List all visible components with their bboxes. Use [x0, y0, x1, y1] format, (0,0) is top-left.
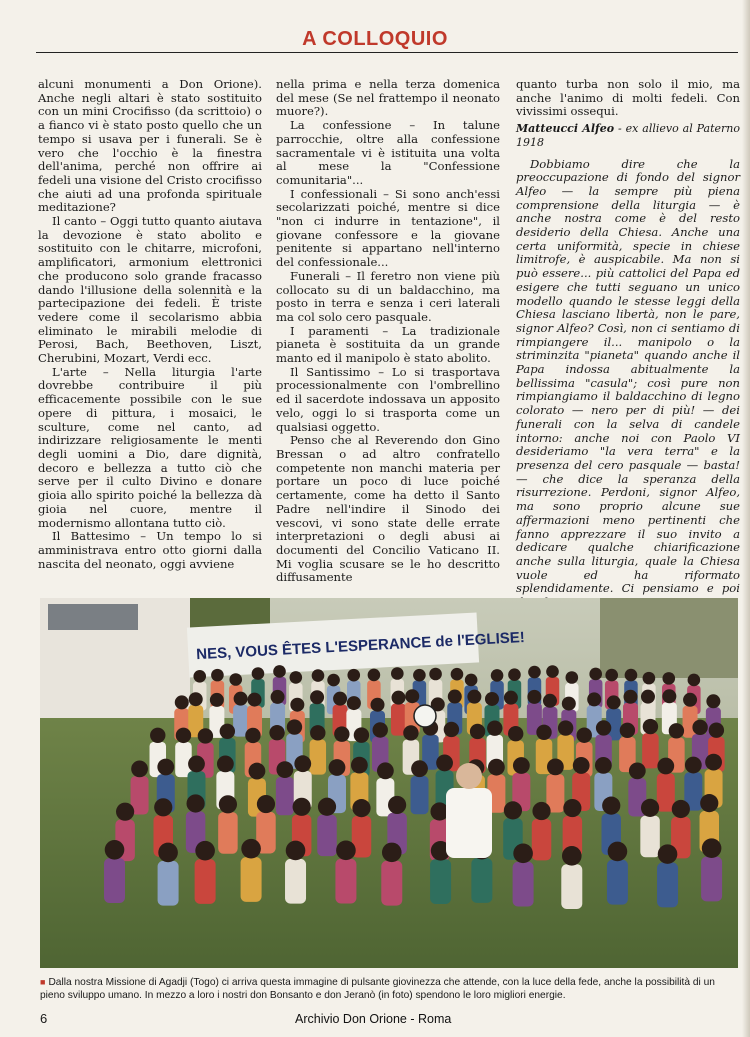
child-figure-head — [536, 725, 551, 740]
child-figure-head — [175, 695, 189, 709]
child-figure-head — [336, 841, 356, 861]
child-figure-body — [513, 862, 534, 907]
child-figure-body — [642, 733, 659, 768]
paragraph: Il canto – Oggi tutto quanto aiutava la devozione è stato abolito e sostituito con le chitarre, microfoni, amplificatori, armonium elettronici che producono solo grande fracasso dando l'illusione della solennità e la partecipazione dei fedeli. È triste vedere come il secolarismo abbia eliminato le mirabili melodie di Perosi, Bach, Beethoven, Liszt, Cherubini, Mozart, Verdi ecc. — [38, 214, 262, 366]
child-figure-head — [662, 689, 676, 703]
child-figure-head — [234, 692, 248, 706]
child-figure-head — [312, 669, 325, 682]
child-figure-head — [217, 755, 234, 772]
child-figure-head — [411, 760, 428, 777]
child-figure-body — [158, 861, 179, 906]
child-figure-head — [467, 690, 481, 704]
child-figure-head — [683, 693, 697, 707]
child-figure-head — [249, 763, 266, 780]
child-figure-head — [513, 844, 533, 864]
child-figure-head — [595, 757, 612, 774]
mission-photo — [40, 598, 738, 968]
child-figure-head — [669, 723, 684, 738]
banner-text: NES, VOUS ÊTES L'ESPERANCE de l'EGLISE! — [195, 628, 526, 664]
paragraph: nella prima e nella terza domenica del mese (Se nel frattempo il neonato muore?). — [276, 77, 500, 119]
child-figure-head — [294, 755, 311, 772]
child-figure-body — [241, 857, 262, 902]
child-figure-head — [562, 697, 576, 711]
child-figure-head — [429, 668, 442, 681]
child-figure-head — [290, 671, 303, 684]
child-figure-head — [562, 846, 582, 866]
caption-text: Dalla nostra Missione di Agadji (Togo) ci arriva questa immagine di pulsante giovinezza che attende, con la luce della fede, anche la possibilità di un pieno sviluppo umano. In mezzo a loro i nostri don Bonsanto e don Jeranò (in foto) spendono le loro migliori energie. — [40, 977, 715, 1001]
child-figure-head — [448, 690, 462, 704]
child-figure-head — [513, 757, 530, 774]
child-figure-head — [657, 758, 674, 775]
child-figure-body — [607, 860, 628, 905]
child-figure-head — [229, 673, 242, 686]
child-figure-head — [700, 794, 718, 812]
child-figure-head — [241, 839, 261, 859]
header-rule — [36, 52, 738, 53]
child-figure-head — [528, 666, 541, 679]
child-figure-head — [210, 693, 224, 707]
child-figure-body — [640, 816, 660, 858]
child-figure-head — [188, 756, 205, 773]
child-figure-head — [334, 726, 349, 741]
column-1 — [38, 78, 262, 571]
column-3 — [516, 78, 740, 610]
child-figure-head — [608, 842, 628, 862]
child-figure-head — [252, 667, 265, 680]
child-figure-head — [186, 794, 204, 812]
child-figure-head — [573, 757, 590, 774]
child-figure-head — [391, 667, 404, 680]
child-figure-head — [220, 724, 235, 739]
child-figure-head — [157, 759, 174, 776]
child-figure-head — [287, 719, 302, 734]
child-figure-head — [189, 692, 203, 706]
child-figure-head — [566, 671, 579, 684]
child-figure-head — [257, 795, 275, 813]
child-figure-head — [391, 691, 405, 705]
paragraph: Penso che al Reverendo don Gino Bressan o ad altro confratello competente non manchi materia per portare un poco di luce poiché certamente, come ha detto il Santo Padre nell'indire il Sinodo dei vescovi, vi sono state delle errate interpretazioni o degli abusi ai documenti del Concilio Vaticano II. Mi voglia scusare se le ho descritto diffusamente — [276, 433, 500, 585]
paragraph: L'arte – Nella liturgia l'arte dovrebbe contribuire il più efficacemente possibile con le sue opere di pittura, i mosaici, le sculture, come nel canto, ad indirizzare religiosamente le menti degli uomini a Dio, dare dignità, decoro e bellezza a tutto ciò che serve per il culto Divino e donare gioia allo spirito poiché la bellezza dà gioia nel cuore, mentre il modernismo allontana tutto ciò. — [38, 364, 262, 530]
child-figure-body — [561, 864, 582, 909]
child-figure-body — [233, 705, 248, 737]
page-number: 6 — [40, 1011, 48, 1026]
soccer-ball — [414, 705, 436, 727]
child-figure-body — [218, 812, 238, 854]
child-figure-head — [607, 695, 621, 709]
priest-figure-head — [456, 763, 482, 789]
child-figure-head — [430, 802, 448, 820]
child-figure-body — [532, 819, 552, 861]
child-figure-head — [470, 724, 485, 739]
child-figure-head — [602, 797, 620, 815]
child-figure-head — [577, 728, 592, 743]
child-figure-head — [333, 692, 347, 706]
child-figure-head — [685, 757, 702, 774]
child-figure-head — [413, 669, 426, 682]
child-figure-head — [290, 698, 304, 712]
child-figure-head — [702, 838, 722, 858]
paragraph: Il Battesimo – Un tempo lo si amministrava entro otto giorni dalla nascita del neonato, oggi avviene — [38, 529, 262, 571]
child-figure-head — [193, 670, 206, 683]
child-figure-head — [705, 754, 722, 771]
child-figure-head — [508, 726, 523, 741]
child-figure-head — [269, 725, 284, 740]
child-figure-head — [709, 723, 724, 738]
child-figure-head — [546, 665, 559, 678]
child-figure-head — [706, 694, 720, 708]
child-figure-head — [558, 720, 573, 735]
child-figure-head — [271, 690, 285, 704]
child-figure-head — [150, 728, 165, 743]
child-figure-head — [688, 674, 701, 687]
child-figure-head — [485, 692, 499, 706]
priest-figure-body — [446, 788, 492, 858]
child-figure-head — [347, 696, 361, 710]
child-figure-head — [219, 795, 237, 813]
child-figure-body — [104, 858, 125, 903]
child-figure-head — [351, 757, 368, 774]
child-figure-head — [347, 669, 360, 682]
child-figure-head — [195, 841, 215, 861]
child-figure-head — [310, 725, 325, 740]
child-figure-head — [563, 799, 581, 817]
child-figure-head — [273, 665, 286, 678]
child-figure-head — [248, 693, 262, 707]
child-figure-head — [286, 841, 306, 861]
child-figure-head — [629, 762, 646, 779]
photo-caption — [40, 976, 740, 1002]
child-figure-body — [657, 863, 678, 908]
child-figure-head — [354, 727, 369, 742]
child-figure-body — [310, 739, 327, 774]
child-figure-head — [643, 719, 658, 734]
child-figure-head — [547, 758, 564, 775]
child-figure-head — [371, 698, 385, 712]
child-figure-body — [657, 773, 675, 811]
child-figure-body — [701, 857, 722, 902]
child-figure-head — [318, 798, 336, 816]
letter-signature — [516, 122, 740, 149]
child-figure-head — [444, 722, 459, 737]
child-figure-head — [641, 799, 659, 817]
child-figure-head — [672, 800, 690, 818]
child-figure-head — [624, 690, 638, 704]
child-figure-head — [373, 722, 388, 737]
child-figure-head — [692, 720, 707, 735]
child-figure-head — [377, 762, 394, 779]
child-figure-head — [504, 691, 518, 705]
child-figure-head — [382, 843, 402, 863]
child-figure-head — [327, 674, 340, 687]
child-figure-body — [195, 859, 216, 904]
child-figure-head — [504, 801, 522, 819]
editor-reply: Dobbiamo dire che la preoccupazione di fondo del signor Alfeo — la sempre più piena comprensione della liturgia — è anche nostra come è del resto desiderio della Chiesa. Anche una certa uniformità, specie in chiese limitrofe, è auspicabile. Ma non si può essere... più cattolici del Papa ed esigere che tutti seguano un unico modello quando le stesse leggi della Chiesa lasciano libertà, non le pare, signor Alfeo? Così, non ci sentiamo di rimpiangere il... manipolo o la striminzita "pianeta" quando anche il Papa indossa abitualmente la bellissima "casula"; così pure non rimpiangiamo il baldacchino di legno colorato — nero per di più! — dei funerali con la selva di candele intorno: anche noi con Paolo VI desideriamo "la vera terra" e la presenza del cero pasquale — basta! — che dice la speranza della risurrezione. Perdoni, signor Alfeo, ma sono proprio alcune sue affermazioni meno pertinenti che fanno apprezzare il suo invito a dedicare qualche chiarificazione anche sulla liturgia, quale la Chiesa vuole ed ha riformato splendidamente. Ci pensiamo e poi — [516, 156, 740, 596]
child-figure-head — [641, 690, 655, 704]
child-figure-head — [543, 694, 557, 708]
section-title: A COLLOQUIO — [302, 28, 448, 50]
paragraph: Funerali – Il feretro non viene più collocato su di un baldacchino, ma posto in terra e senza i ceri laterali ma col solo cero pasquale. — [276, 268, 500, 324]
paragraph: La confessione – In talune parrocchie, oltre alla confessione sacramentale vi è istituita una volta al mese la "Confessione comunitaria"... — [276, 118, 500, 187]
child-figure-head — [488, 759, 505, 776]
paragraph: I paramenti – La tradizionale pianeta è sostituita da un grande manto ed il manipolo è stato abolito. — [276, 323, 500, 366]
child-figure-head — [176, 728, 191, 743]
signature-name: Matteucci Alfeo — [516, 122, 615, 136]
child-figure-head — [465, 674, 478, 687]
child-figure-head — [293, 798, 311, 816]
child-figure-head — [154, 798, 172, 816]
child-figure-head — [451, 668, 464, 681]
child-figure-head — [158, 843, 178, 863]
child-figure-head — [620, 723, 635, 738]
paragraph: Il Santissimo – Lo si trasportava processionalmente con l'ombrellino ed il sacerdote indossava un apposito velo, oggi lo si trasporta come un qualsiasi oggetto. — [276, 364, 500, 434]
child-figure-head — [388, 796, 406, 814]
child-figure-body — [285, 859, 306, 904]
child-figure-head — [491, 669, 504, 682]
child-figure-head — [405, 689, 419, 703]
child-figure-head — [105, 840, 125, 860]
child-figure-head — [116, 803, 134, 821]
column-2 — [276, 78, 500, 585]
paragraph: quanto turba non solo il mio, ma anche l'animo di molti fedeli. Con vivissimi ossequi. — [516, 77, 740, 119]
archive-credit: Archivio Don Orione - Roma — [295, 1012, 452, 1026]
child-figure-body — [276, 777, 294, 815]
child-figure-head — [436, 755, 453, 772]
child-figure-head — [605, 669, 618, 682]
child-figure-head — [329, 759, 346, 776]
child-figure-head — [211, 669, 224, 682]
child-figure-head — [643, 672, 656, 685]
child-figure-body — [411, 776, 429, 814]
child-figure-head — [532, 802, 550, 820]
child-figure-head — [658, 844, 678, 864]
child-figure-head — [587, 692, 601, 706]
child-figure-head — [310, 690, 324, 704]
child-figure-head — [487, 720, 502, 735]
child-figure-body — [317, 815, 337, 857]
child-figure-head — [589, 668, 602, 681]
page-edge-shadow — [742, 0, 750, 1037]
child-figure-head — [245, 728, 260, 743]
child-figure-body — [335, 859, 356, 904]
child-figure-head — [508, 668, 521, 681]
child-figure-head — [368, 669, 381, 682]
child-figure-head — [131, 760, 148, 777]
child-figure-head — [198, 728, 213, 743]
caption-bullet-icon: ■ — [40, 977, 46, 987]
child-figure-body — [381, 861, 402, 906]
paragraph: alcuni monumenti a Don Orione). Anche negli altari è stato sostituito con un mini Crocifisso (da scrittoio) o a fianco vi è stato posto quello che un tempo si usava per i funerali. Se è vero che l'occhio è la finestra dell'anima, perché non offrire ai fedeli una visione del Cristo crocifisso che aiuti ad una profonda spirituale meditazione? — [38, 77, 262, 215]
child-figure-head — [527, 690, 541, 704]
child-figure-body — [430, 859, 451, 904]
child-figure-head — [352, 799, 370, 817]
child-figure-head — [625, 669, 638, 682]
child-figure-head — [403, 725, 418, 740]
child-figure-body — [471, 858, 492, 903]
child-figure-head — [596, 720, 611, 735]
signature-detail: - ex allievo al Paterno 1918 — [516, 122, 740, 149]
paragraph: I confessionali – Si sono anch'essi secolarizzati poiché, mentre si dice "non ci indurre in tentazione", il giovane confessore e la giovane penitente si appartano nell'interno del confessionale... — [276, 186, 500, 270]
child-figure-head — [662, 672, 675, 685]
child-figure-head — [276, 761, 293, 778]
child-figure-body — [175, 742, 192, 777]
